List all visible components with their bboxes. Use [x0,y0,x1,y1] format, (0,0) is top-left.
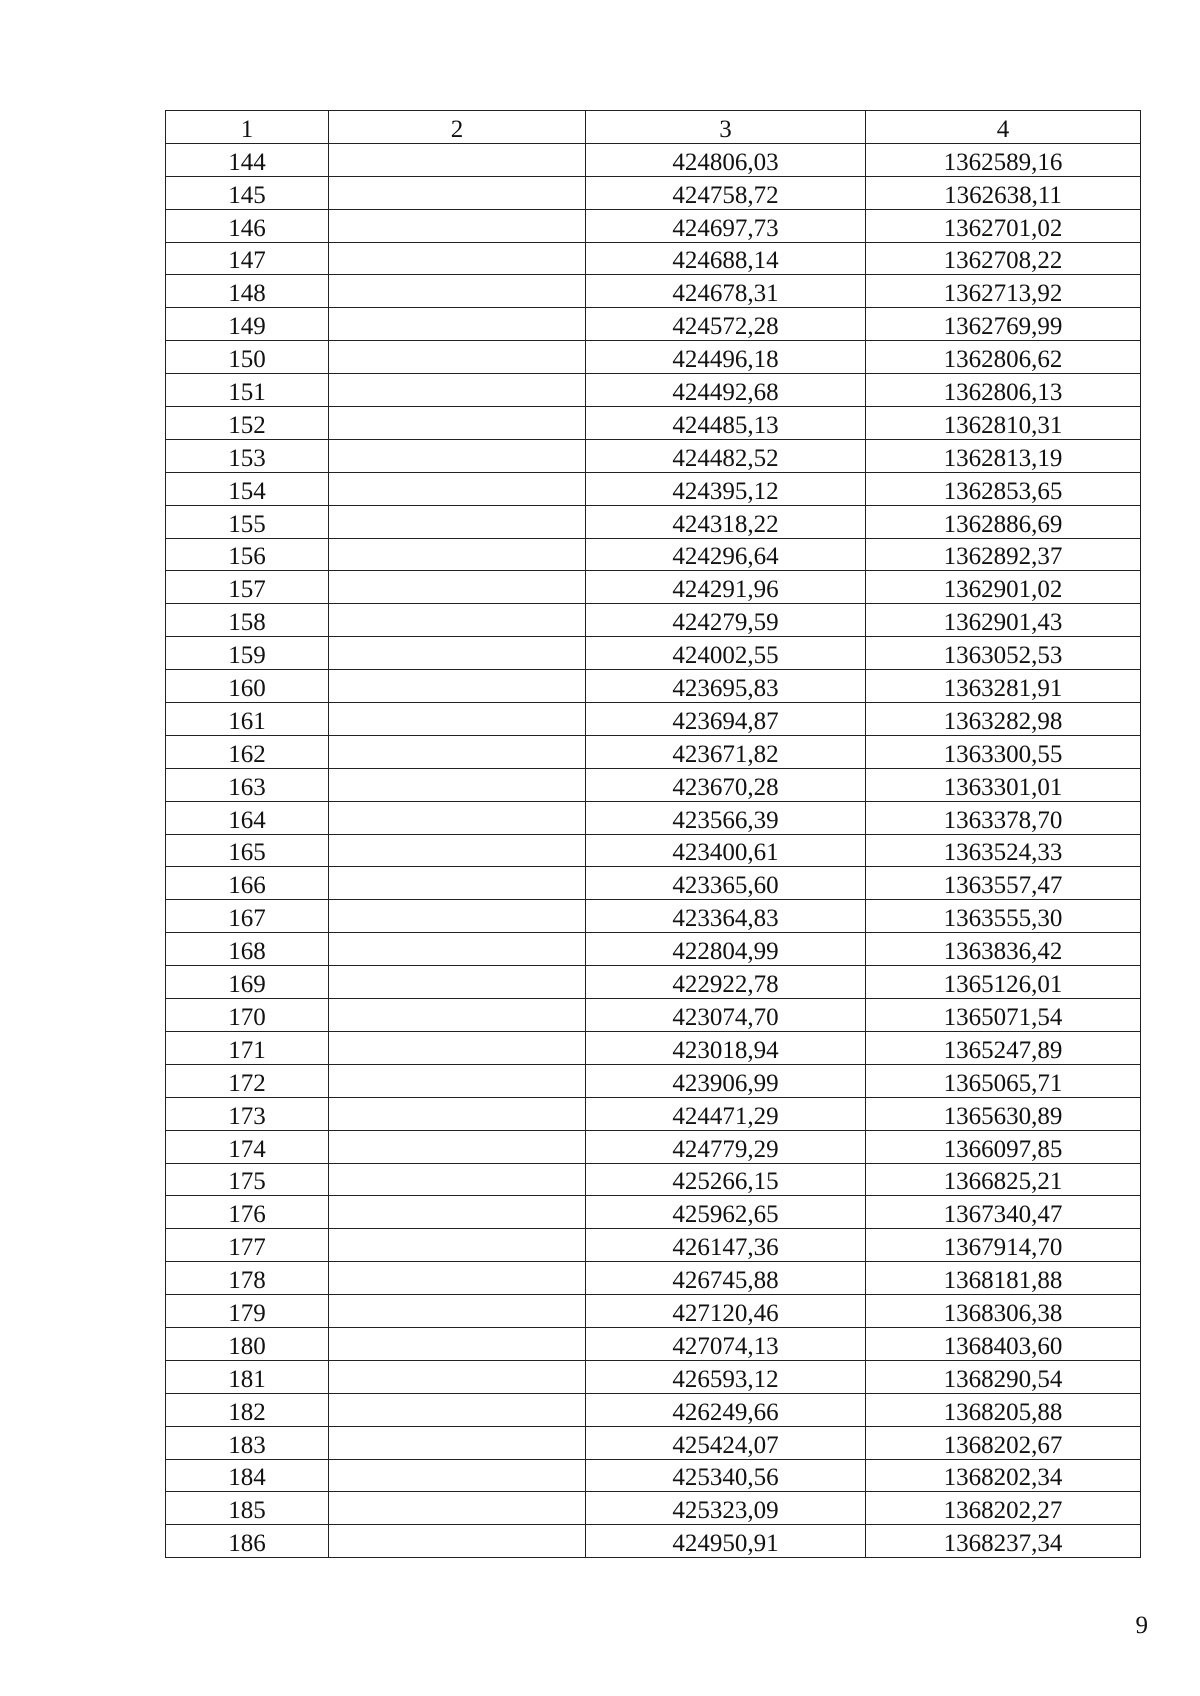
y-coordinate-cell: 1362769,99 [866,308,1141,341]
empty-cell [329,867,586,900]
point-number-cell: 156 [166,538,329,571]
point-number-cell: 161 [166,703,329,736]
point-number-cell: 166 [166,867,329,900]
table-row [166,1064,1141,1097]
page-number: 9 [1135,1612,1148,1639]
point-number-cell: 170 [166,999,329,1032]
x-coordinate-cell: 422922,78 [586,966,866,999]
table-row [166,1459,1141,1492]
empty-cell [329,1393,586,1426]
empty-cell [329,209,586,242]
y-coordinate-cell: 1363555,30 [866,900,1141,933]
empty-cell [329,1360,586,1393]
table-row [166,143,1141,176]
x-coordinate-cell: 425340,56 [586,1459,866,1492]
empty-cell [329,538,586,571]
empty-cell [329,670,586,703]
point-number-cell: 153 [166,439,329,472]
y-coordinate-cell: 1362886,69 [866,505,1141,538]
x-coordinate-cell: 423694,87 [586,703,866,736]
y-coordinate-cell: 1368237,34 [866,1525,1141,1558]
point-number-cell: 157 [166,571,329,604]
y-coordinate-cell: 1362708,22 [866,242,1141,275]
empty-cell [329,637,586,670]
table-row [166,1262,1141,1295]
y-coordinate-cell: 1363282,98 [866,703,1141,736]
y-coordinate-cell: 1362813,19 [866,439,1141,472]
x-coordinate-cell: 424482,52 [586,439,866,472]
table-row [166,1525,1141,1558]
x-coordinate-cell: 424318,22 [586,505,866,538]
table-row [166,176,1141,209]
column-header-4: 4 [866,111,1141,144]
point-number-cell: 184 [166,1459,329,1492]
table-row [166,407,1141,440]
table-row [166,999,1141,1032]
y-coordinate-cell: 1368181,88 [866,1262,1141,1295]
column-header-3: 3 [586,111,866,144]
x-coordinate-cell: 425424,07 [586,1426,866,1459]
point-number-cell: 160 [166,670,329,703]
point-number-cell: 173 [166,1097,329,1130]
point-number-cell: 165 [166,834,329,867]
x-coordinate-cell: 424950,91 [586,1525,866,1558]
empty-cell [329,1327,586,1360]
x-coordinate-cell: 424697,73 [586,209,866,242]
table-row [166,242,1141,275]
y-coordinate-cell: 1366825,21 [866,1163,1141,1196]
table-row [166,966,1141,999]
empty-cell [329,341,586,374]
empty-cell [329,966,586,999]
point-number-cell: 147 [166,242,329,275]
y-coordinate-cell: 1362806,13 [866,374,1141,407]
table-row [166,604,1141,637]
table-header-row [166,111,1141,144]
y-coordinate-cell: 1366097,85 [866,1130,1141,1163]
empty-cell [329,1163,586,1196]
point-number-cell: 155 [166,505,329,538]
point-number-cell: 158 [166,604,329,637]
x-coordinate-cell: 425323,09 [586,1492,866,1525]
table-row [166,1130,1141,1163]
point-number-cell: 144 [166,143,329,176]
x-coordinate-cell: 423400,61 [586,834,866,867]
x-coordinate-cell: 426745,88 [586,1262,866,1295]
empty-cell [329,176,586,209]
x-coordinate-cell: 423074,70 [586,999,866,1032]
table-row [166,209,1141,242]
table-row [166,735,1141,768]
y-coordinate-cell: 1367340,47 [866,1196,1141,1229]
x-coordinate-cell: 427074,13 [586,1327,866,1360]
x-coordinate-cell: 424471,29 [586,1097,866,1130]
point-number-cell: 167 [166,900,329,933]
point-number-cell: 149 [166,308,329,341]
x-coordinate-cell: 424758,72 [586,176,866,209]
empty-cell [329,439,586,472]
x-coordinate-cell: 427120,46 [586,1295,866,1328]
table-row [166,801,1141,834]
x-coordinate-cell: 423671,82 [586,735,866,768]
table-row [166,1163,1141,1196]
empty-cell [329,143,586,176]
empty-cell [329,999,586,1032]
x-coordinate-cell: 423906,99 [586,1064,866,1097]
y-coordinate-cell: 1363300,55 [866,735,1141,768]
table-row [166,1196,1141,1229]
point-number-cell: 169 [166,966,329,999]
point-number-cell: 148 [166,275,329,308]
x-coordinate-cell: 424496,18 [586,341,866,374]
y-coordinate-cell: 1362806,62 [866,341,1141,374]
empty-cell [329,604,586,637]
x-coordinate-cell: 423364,83 [586,900,866,933]
point-number-cell: 171 [166,1031,329,1064]
table-row [166,275,1141,308]
y-coordinate-cell: 1362810,31 [866,407,1141,440]
x-coordinate-cell: 424806,03 [586,143,866,176]
y-coordinate-cell: 1368290,54 [866,1360,1141,1393]
y-coordinate-cell: 1368403,60 [866,1327,1141,1360]
point-number-cell: 172 [166,1064,329,1097]
empty-cell [329,1064,586,1097]
y-coordinate-cell: 1368202,27 [866,1492,1141,1525]
y-coordinate-cell: 1363836,42 [866,933,1141,966]
y-coordinate-cell: 1368306,38 [866,1295,1141,1328]
table-row [166,571,1141,604]
y-coordinate-cell: 1363281,91 [866,670,1141,703]
x-coordinate-cell: 426593,12 [586,1360,866,1393]
point-number-cell: 162 [166,735,329,768]
point-number-cell: 151 [166,374,329,407]
point-number-cell: 181 [166,1360,329,1393]
empty-cell [329,735,586,768]
table-row [166,1492,1141,1525]
table-row [166,308,1141,341]
point-number-cell: 159 [166,637,329,670]
table-row [166,703,1141,736]
y-coordinate-cell: 1365630,89 [866,1097,1141,1130]
y-coordinate-cell: 1367914,70 [866,1229,1141,1262]
x-coordinate-cell: 423670,28 [586,768,866,801]
point-number-cell: 178 [166,1262,329,1295]
x-coordinate-cell: 424291,96 [586,571,866,604]
table-row [166,1229,1141,1262]
empty-cell [329,374,586,407]
y-coordinate-cell: 1362892,37 [866,538,1141,571]
y-coordinate-cell: 1362853,65 [866,472,1141,505]
empty-cell [329,472,586,505]
point-number-cell: 176 [166,1196,329,1229]
x-coordinate-cell: 424002,55 [586,637,866,670]
y-coordinate-cell: 1368205,88 [866,1393,1141,1426]
x-coordinate-cell: 424485,13 [586,407,866,440]
x-coordinate-cell: 426249,66 [586,1393,866,1426]
empty-cell [329,275,586,308]
empty-cell [329,1229,586,1262]
empty-cell [329,1459,586,1492]
y-coordinate-cell: 1362589,16 [866,143,1141,176]
table-row [166,341,1141,374]
table-row [166,1426,1141,1459]
empty-cell [329,242,586,275]
table-row [166,538,1141,571]
x-coordinate-cell: 426147,36 [586,1229,866,1262]
empty-cell [329,1492,586,1525]
y-coordinate-cell: 1362701,02 [866,209,1141,242]
column-header-2: 2 [329,111,586,144]
point-number-cell: 154 [166,472,329,505]
point-number-cell: 163 [166,768,329,801]
x-coordinate-cell: 424688,14 [586,242,866,275]
x-coordinate-cell: 423018,94 [586,1031,866,1064]
y-coordinate-cell: 1362901,43 [866,604,1141,637]
empty-cell [329,1196,586,1229]
x-coordinate-cell: 423695,83 [586,670,866,703]
y-coordinate-cell: 1362901,02 [866,571,1141,604]
x-coordinate-cell: 425962,65 [586,1196,866,1229]
x-coordinate-cell: 422804,99 [586,933,866,966]
y-coordinate-cell: 1365071,54 [866,999,1141,1032]
table-row [166,834,1141,867]
y-coordinate-cell: 1365065,71 [866,1064,1141,1097]
table-row [166,472,1141,505]
point-number-cell: 186 [166,1525,329,1558]
x-coordinate-cell: 424296,64 [586,538,866,571]
x-coordinate-cell: 424492,68 [586,374,866,407]
empty-cell [329,1295,586,1328]
point-number-cell: 183 [166,1426,329,1459]
point-number-cell: 175 [166,1163,329,1196]
table-row [166,439,1141,472]
empty-cell [329,1130,586,1163]
y-coordinate-cell: 1362638,11 [866,176,1141,209]
empty-cell [329,1031,586,1064]
table-row [166,1295,1141,1328]
point-number-cell: 152 [166,407,329,440]
x-coordinate-cell: 423365,60 [586,867,866,900]
y-coordinate-cell: 1363524,33 [866,834,1141,867]
empty-cell [329,1262,586,1295]
point-number-cell: 177 [166,1229,329,1262]
empty-cell [329,505,586,538]
point-number-cell: 179 [166,1295,329,1328]
empty-cell [329,900,586,933]
empty-cell [329,1525,586,1558]
table-row [166,1393,1141,1426]
table-row [166,1360,1141,1393]
x-coordinate-cell: 424279,59 [586,604,866,637]
empty-cell [329,571,586,604]
point-number-cell: 164 [166,801,329,834]
point-number-cell: 168 [166,933,329,966]
empty-cell [329,703,586,736]
table-row [166,1097,1141,1130]
y-coordinate-cell: 1363378,70 [866,801,1141,834]
empty-cell [329,768,586,801]
point-number-cell: 185 [166,1492,329,1525]
point-number-cell: 150 [166,341,329,374]
point-number-cell: 180 [166,1327,329,1360]
table-row [166,637,1141,670]
column-header-1: 1 [166,111,329,144]
y-coordinate-cell: 1363557,47 [866,867,1141,900]
table-row [166,1327,1141,1360]
y-coordinate-cell: 1362713,92 [866,275,1141,308]
x-coordinate-cell: 423566,39 [586,801,866,834]
table-row [166,1031,1141,1064]
empty-cell [329,407,586,440]
x-coordinate-cell: 425266,15 [586,1163,866,1196]
empty-cell [329,834,586,867]
point-number-cell: 182 [166,1393,329,1426]
table-row [166,670,1141,703]
x-coordinate-cell: 424572,28 [586,308,866,341]
empty-cell [329,1097,586,1130]
y-coordinate-cell: 1363052,53 [866,637,1141,670]
empty-cell [329,1426,586,1459]
table-row [166,900,1141,933]
table-row [166,505,1141,538]
point-number-cell: 145 [166,176,329,209]
x-coordinate-cell: 424395,12 [586,472,866,505]
table-body [166,143,1141,1557]
y-coordinate-cell: 1363301,01 [866,768,1141,801]
y-coordinate-cell: 1365126,01 [866,966,1141,999]
coordinates-table [165,110,1141,1558]
table-row [166,768,1141,801]
empty-cell [329,801,586,834]
point-number-cell: 146 [166,209,329,242]
y-coordinate-cell: 1368202,67 [866,1426,1141,1459]
x-coordinate-cell: 424779,29 [586,1130,866,1163]
empty-cell [329,308,586,341]
table-row [166,933,1141,966]
table-row [166,867,1141,900]
table-row [166,374,1141,407]
empty-cell [329,933,586,966]
y-coordinate-cell: 1365247,89 [866,1031,1141,1064]
x-coordinate-cell: 424678,31 [586,275,866,308]
point-number-cell: 174 [166,1130,329,1163]
y-coordinate-cell: 1368202,34 [866,1459,1141,1492]
